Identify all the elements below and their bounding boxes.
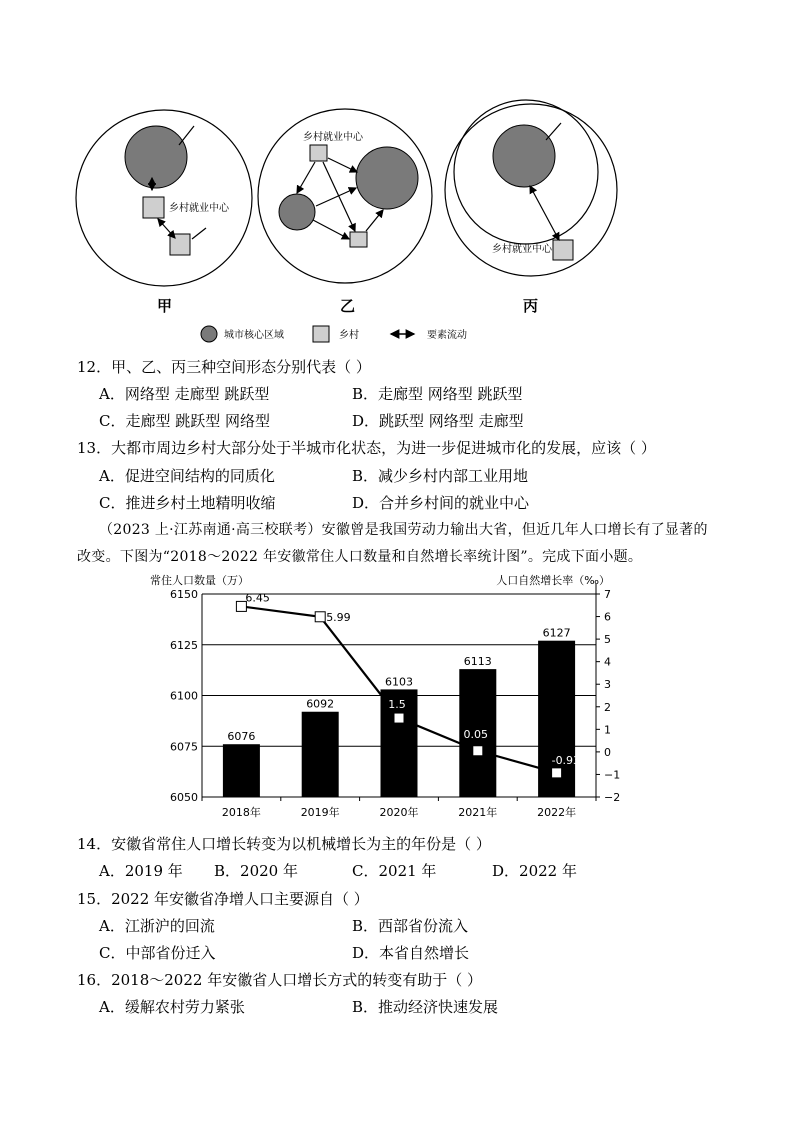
legend-flow-label: 要素流动 (427, 330, 467, 341)
right-tick-label: 3 (604, 678, 611, 692)
option[interactable]: A．缓解农村劳力紧张 (99, 998, 245, 1016)
option[interactable]: D．跳跃型 网络型 走廊型 (352, 412, 524, 430)
caption-yi: 乙 (340, 297, 356, 315)
bar-value-label: 6127 (542, 626, 571, 640)
city-core-area (279, 194, 315, 230)
right-tick-label: 1 (604, 723, 611, 737)
growth-rate-point (394, 713, 404, 723)
question-12-stem: 12．甲、乙、丙三种空间形态分别代表（ ） (77, 358, 371, 376)
option[interactable]: A．2019 年 (99, 862, 183, 880)
village-center-label: 乡村就业中心 (492, 244, 552, 255)
left-tick-label: 6100 (170, 689, 198, 703)
population-bar (223, 744, 260, 797)
right-tick-label: 5 (604, 633, 611, 647)
intro-line-2: 改变。下图为“2018～2022 年安徽常住人口数量和自然增长率统计图”。完成下面小题。 (77, 549, 643, 565)
right-axis-label: 人口自然增长率（‰） (496, 574, 610, 587)
right-tick-label: −1 (604, 768, 621, 782)
diagram-bing (445, 100, 617, 276)
spatial-form-diagrams (0, 0, 800, 345)
legend-core-symbol (201, 326, 217, 342)
x-tick-label: 2021年 (458, 806, 498, 819)
left-tick-label: 6150 (170, 588, 198, 601)
legend-core-label: 城市核心区域 (224, 330, 284, 341)
left-tick-label: 6050 (170, 791, 198, 804)
option[interactable]: C．中部省份迁入 (99, 944, 216, 962)
option[interactable]: A．江浙沪的回流 (99, 917, 215, 935)
x-tick-label: 2018年 (221, 806, 261, 819)
question-15-stem: 15．2022 年安徽省净增人口主要源自（ ） (77, 890, 369, 908)
village (350, 232, 367, 247)
diagram-yi (258, 109, 432, 283)
option[interactable]: D．本省自然增长 (352, 944, 470, 962)
population-chart (150, 568, 621, 830)
question-16-stem: 16．2018～2022 年安徽省人口增长方式的转变有助于（ ） (77, 971, 482, 989)
rate-value-label: -0.93 (551, 753, 581, 767)
legend-village-symbol (313, 326, 329, 342)
x-tick-label: 2022年 (537, 806, 577, 819)
legend (201, 326, 467, 342)
village (170, 234, 190, 255)
city-core-area (356, 147, 418, 209)
question-13-stem: 13．大都市周边乡村大部分处于半城市化状态，为进一步促进城市化的发展，应该（ ） (77, 439, 656, 457)
option[interactable]: A．网络型 走廊型 跳跃型 (99, 385, 270, 403)
bar-value-label: 6103 (385, 675, 413, 689)
village-center-label: 乡村就业中心 (303, 132, 363, 143)
right-tick-label: −2 (604, 791, 621, 804)
city-core-area (493, 125, 555, 187)
bar-value-label: 6113 (463, 655, 492, 669)
caption-jia: 甲 (157, 297, 173, 315)
population-bar (302, 712, 339, 797)
growth-rate-point (552, 768, 562, 778)
option[interactable]: D．2022 年 (492, 862, 577, 880)
growth-rate-point (315, 612, 325, 622)
bar-value-label: 6092 (306, 697, 335, 711)
village (553, 240, 573, 260)
intro-line-1: （2023 上·江苏南通·高三校联考）安徽曾是我国劳动力输出大省，但近几年人口增长有了显著的 (99, 522, 708, 538)
village-center-label: 乡村就业中心 (169, 203, 229, 214)
right-tick-label: 7 (604, 588, 611, 601)
right-tick-label: 2 (604, 700, 611, 714)
option[interactable]: B．减少乡村内部工业用地 (352, 467, 529, 485)
bar-value-label: 6076 (227, 730, 256, 744)
rate-value-label: 5.99 (326, 610, 351, 624)
option[interactable]: B．推动经济快速发展 (352, 998, 499, 1016)
left-axis-label: 常住人口数量（万） (150, 574, 249, 587)
option[interactable]: B．2020 年 (214, 862, 298, 880)
legend-village-label: 乡村 (339, 330, 359, 341)
right-tick-label: 4 (604, 655, 611, 669)
option[interactable]: C．走廊型 跳跃型 网络型 (99, 412, 271, 430)
rate-value-label: 1.5 (388, 698, 406, 712)
diagram-jia (76, 110, 252, 286)
village (143, 197, 164, 218)
rate-value-label: 6.45 (245, 591, 270, 605)
option[interactable]: B．西部省份流入 (352, 917, 469, 935)
growth-rate-point (473, 746, 483, 756)
left-tick-label: 6075 (170, 740, 198, 754)
option[interactable]: D．合并乡村间的就业中心 (352, 494, 530, 512)
option[interactable]: A．促进空间结构的同质化 (99, 467, 275, 485)
rate-value-label: 0.05 (463, 727, 489, 741)
right-tick-label: 0 (604, 745, 611, 759)
right-tick-label: 6 (604, 610, 611, 624)
village (310, 145, 327, 161)
x-tick-label: 2019年 (300, 806, 340, 819)
x-tick-label: 2020年 (379, 806, 419, 819)
left-tick-label: 6125 (170, 638, 198, 652)
city-core-area (125, 126, 187, 188)
option[interactable]: B．走廊型 网络型 跳跃型 (352, 385, 523, 403)
question-14-stem: 14．安徽省常住人口增长转变为以机械增长为主的年份是（ ） (77, 835, 491, 853)
option[interactable]: C．2021 年 (352, 862, 437, 880)
caption-bing: 丙 (523, 297, 539, 315)
option[interactable]: C．推进乡村土地精明收缩 (99, 494, 276, 512)
